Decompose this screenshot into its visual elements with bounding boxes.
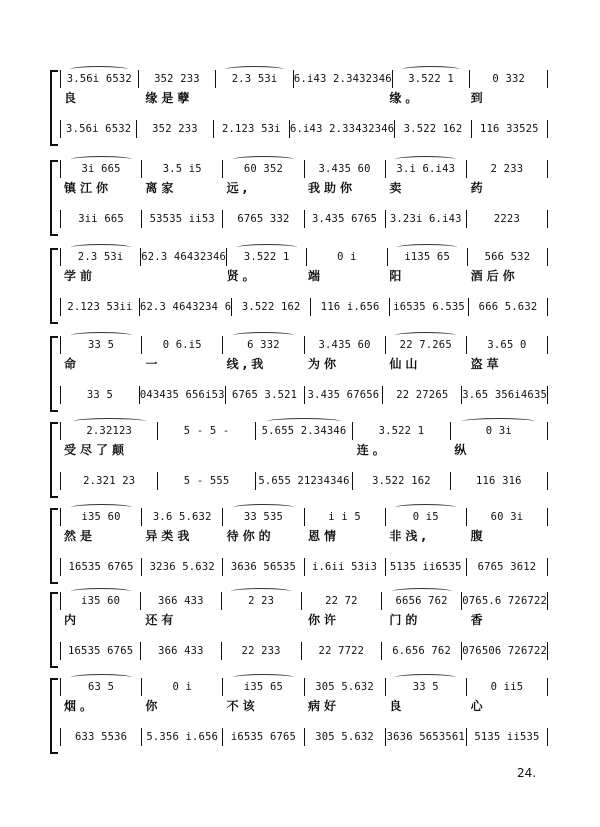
slur-mark: [233, 504, 294, 511]
melody-measure: 3i 665: [60, 160, 142, 178]
melody-measure: 3.435 60: [305, 336, 386, 354]
accompaniment-measure: 3636 56535: [223, 558, 304, 576]
accompaniment-measure: 5135 ii6535: [386, 558, 467, 576]
slur-mark: [395, 674, 456, 681]
accompaniment-measure: 116 i.656: [311, 298, 390, 316]
melody-measure: 0 332: [470, 70, 548, 88]
accompaniment-measure: 3.65 356i4635: [462, 386, 548, 404]
score-system: [58, 334, 548, 416]
accompaniment-measure: 5.655 21234346: [256, 472, 353, 490]
melody-line: [60, 70, 548, 88]
score-system: [58, 676, 548, 758]
lyric-text: 良: [389, 698, 406, 713]
accompaniment-line: [60, 120, 548, 138]
slur-mark: [233, 674, 294, 681]
accompaniment-measure: 6.i43 2.33432346: [290, 120, 395, 138]
slur-mark: [233, 332, 294, 339]
slur-mark: [225, 66, 283, 73]
slur-mark: [395, 332, 456, 339]
melody-measure: 33 5: [60, 336, 142, 354]
lyric-text: 良: [64, 90, 81, 105]
accompaniment-measure: i6535 6765: [223, 728, 304, 746]
melody-measure: 3.i 6.i43: [386, 160, 467, 178]
accompaniment-measure: 633 5536: [60, 728, 142, 746]
accompaniment-measure: 5.356 i.656: [142, 728, 223, 746]
lyrics-line: [60, 180, 548, 194]
lyric-text: 卖: [389, 180, 406, 195]
score-system: [58, 246, 548, 328]
lyric-text: 阳: [389, 268, 406, 283]
accompaniment-line: [60, 210, 548, 228]
melody-measure: 3.522 1: [227, 248, 307, 266]
accompaniment-measure: 3.522 162: [395, 120, 471, 138]
accompaniment-measure: 5135 ii535: [467, 728, 548, 746]
slur-mark: [71, 244, 131, 251]
accompaniment-measure: 6765 332: [223, 210, 304, 228]
lyric-text: 线,我: [226, 356, 268, 371]
accompaniment-measure: 6.656 762: [382, 642, 462, 660]
page-number: 24.: [517, 766, 537, 780]
accompaniment-measure: 3ii 665: [60, 210, 142, 228]
slur-mark: [231, 588, 291, 595]
melody-line: [60, 336, 548, 354]
lyrics-line: [60, 442, 548, 456]
lyric-text: 病好: [307, 698, 340, 713]
lyrics-line: [60, 698, 548, 712]
melody-measure: 3.522 1: [393, 70, 471, 88]
lyric-text: [255, 442, 353, 456]
accompaniment-measure: 33 5: [60, 386, 140, 404]
accompaniment-line: [60, 386, 548, 404]
melody-line: [60, 508, 548, 526]
melody-measure: i35 60: [60, 592, 141, 610]
accompaniment-measure: 3.23i 6.i43: [386, 210, 467, 228]
melody-measure: 5.655 2.34346: [256, 422, 353, 440]
accompaniment-measure: 2.123 53ii: [60, 298, 140, 316]
lyric-text: 香: [470, 612, 487, 627]
lyric-text: 纵: [454, 442, 471, 457]
melody-line: [60, 422, 548, 440]
lyric-text: 不该: [226, 698, 259, 713]
lyric-text: [223, 90, 304, 104]
melody-measure: 3.56i 6532: [60, 70, 139, 88]
melody-measure: 33 535: [223, 508, 304, 526]
system-brace: [50, 592, 58, 668]
melody-measure: 6656 762: [382, 592, 462, 610]
lyric-text: 远,: [226, 180, 252, 195]
slur-mark: [237, 244, 297, 251]
melody-measure: 60 352: [223, 160, 304, 178]
melody-measure: 2.3 53i: [60, 248, 141, 266]
accompaniment-measure: 305 5.632: [305, 728, 386, 746]
lyric-text: 盗草: [470, 356, 503, 371]
melody-measure: 6.i43 2.3432346: [294, 70, 393, 88]
accompaniment-measure: 6765 3612: [467, 558, 548, 576]
accompaniment-measure: 2.321 23: [60, 472, 158, 490]
system-brace: [50, 678, 58, 754]
melody-line: [60, 160, 548, 178]
melody-measure: 22 7.265: [386, 336, 467, 354]
melody-measure: 566 532: [468, 248, 548, 266]
lyric-text: [223, 612, 304, 626]
system-brace: [50, 336, 58, 412]
accompaniment-line: [60, 728, 548, 746]
lyric-text: 学前: [64, 268, 97, 283]
melody-line: [60, 592, 548, 610]
lyric-text: 内: [64, 612, 81, 627]
melody-measure: 22 72: [302, 592, 382, 610]
melody-measure: 3.435 60: [305, 160, 386, 178]
lyric-text: 缘。: [389, 90, 422, 105]
slur-mark: [70, 66, 128, 73]
accompaniment-measure: 3.435 6765: [305, 210, 386, 228]
slur-mark: [267, 418, 340, 425]
accompaniment-measure: 116 316: [451, 472, 548, 490]
lyric-text: [158, 442, 256, 456]
lyric-text: 连。: [356, 442, 389, 457]
slur-mark: [395, 504, 456, 511]
melody-measure: 3.65 0: [467, 336, 548, 354]
accompaniment-measure: 352 233: [137, 120, 213, 138]
lyric-text: 门的: [389, 612, 422, 627]
score-system: [58, 420, 548, 502]
accompaniment-measure: 16535 6765: [60, 642, 141, 660]
melody-measure: 63 5: [60, 678, 142, 696]
accompaniment-line: [60, 558, 548, 576]
melody-measure: 60 3i: [467, 508, 548, 526]
melody-measure: 352 233: [139, 70, 217, 88]
accompaniment-measure: 3636 5653561: [386, 728, 467, 746]
accompaniment-measure: 666 5.632: [469, 298, 548, 316]
melody-measure: 0 3i: [451, 422, 548, 440]
accompaniment-measure: 53535 ii53: [142, 210, 223, 228]
melody-measure: 0765.6 726722: [462, 592, 548, 610]
lyric-text: 仙山: [389, 356, 422, 371]
melody-measure: 6 332: [223, 336, 304, 354]
slur-mark: [71, 504, 132, 511]
accompaniment-measure: 22 233: [222, 642, 302, 660]
lyric-text: 端: [307, 268, 324, 283]
accompaniment-measure: i.6ii 53i3: [305, 558, 386, 576]
accompaniment-line: [60, 642, 548, 660]
melody-line: [60, 678, 548, 696]
melody-measure: 33 5: [386, 678, 467, 696]
slur-mark: [392, 588, 452, 595]
lyric-text: 恩情: [307, 528, 340, 543]
accompaniment-measure: 3.56i 6532: [60, 120, 137, 138]
accompaniment-measure: 3236 5.632: [142, 558, 223, 576]
lyric-text: 然是: [64, 528, 97, 543]
melody-measure: 3.6 5.632: [142, 508, 223, 526]
slur-mark: [71, 588, 131, 595]
lyrics-line: [60, 528, 548, 542]
melody-measure: 5 - 5 -: [158, 422, 255, 440]
slur-mark: [395, 156, 456, 163]
slur-mark: [233, 156, 294, 163]
score-system: [58, 68, 548, 150]
lyrics-line: [60, 356, 548, 370]
melody-measure: 2.3 53i: [216, 70, 294, 88]
accompaniment-measure: 2223: [467, 210, 548, 228]
melody-measure: 0 ii5: [467, 678, 548, 696]
lyrics-line: [60, 612, 548, 626]
slur-mark: [71, 674, 132, 681]
accompaniment-measure: 043435 656i53: [140, 386, 226, 404]
lyric-text: 异类我: [145, 528, 194, 543]
lyric-text: [304, 90, 385, 104]
melody-measure: 3.522 1: [353, 422, 450, 440]
lyric-text: 心: [470, 698, 487, 713]
lyric-text: [141, 268, 222, 282]
melody-measure: i35 60: [60, 508, 142, 526]
lyric-text: 缘是孽: [145, 90, 194, 105]
system-brace: [50, 160, 58, 236]
accompaniment-measure: 3.522 162: [232, 298, 311, 316]
lyric-text: 命: [64, 356, 81, 371]
melody-measure: 305 5.632: [305, 678, 386, 696]
melody-measure: 62.3 46432346: [141, 248, 227, 266]
melody-line: [60, 248, 548, 266]
melody-measure: 0 i: [142, 678, 223, 696]
lyric-text: 到: [470, 90, 487, 105]
system-brace: [50, 70, 58, 146]
slur-mark: [71, 156, 132, 163]
accompaniment-measure: 116 33525: [472, 120, 548, 138]
lyric-text: 腹: [470, 528, 487, 543]
lyric-text: 非浅,: [389, 528, 430, 543]
accompaniment-measure: i6535 6.535: [390, 298, 469, 316]
lyric-text: 贤。: [226, 268, 259, 283]
melody-measure: 2.32123: [60, 422, 158, 440]
lyric-text: 酒后你: [470, 268, 519, 283]
score-system: [58, 590, 548, 672]
accompaniment-measure: 6765 3.521: [226, 386, 305, 404]
system-brace: [50, 422, 58, 498]
melody-measure: i i 5: [305, 508, 386, 526]
lyric-text: 待你的: [226, 528, 275, 543]
lyric-text: 烟。: [64, 698, 97, 713]
lyric-text: 还有: [145, 612, 178, 627]
accompaniment-measure: 16535 6765: [60, 558, 142, 576]
slur-mark: [71, 332, 132, 339]
accompaniment-measure: 076506 726722: [462, 642, 548, 660]
system-brace: [50, 508, 58, 584]
melody-measure: 366 433: [141, 592, 221, 610]
system-brace: [50, 248, 58, 324]
lyrics-line: [60, 90, 548, 104]
accompaniment-measure: 366 433: [141, 642, 221, 660]
lyric-text: 你: [145, 698, 162, 713]
melody-measure: 2 233: [467, 160, 548, 178]
lyric-text: 我助你: [307, 180, 356, 195]
slur-mark: [397, 244, 457, 251]
melody-measure: 0 i5: [386, 508, 467, 526]
lyric-text: 为你: [307, 356, 340, 371]
lyric-text: 药: [470, 180, 487, 195]
accompaniment-line: [60, 298, 548, 316]
melody-measure: i35 65: [223, 678, 304, 696]
melody-measure: 0 i: [307, 248, 387, 266]
lyric-text: 离家: [145, 180, 178, 195]
lyric-text: 镇江你: [64, 180, 113, 195]
accompaniment-measure: 22 7722: [302, 642, 382, 660]
accompaniment-measure: 62.3 4643234 6: [140, 298, 232, 316]
score-system: [58, 506, 548, 588]
accompaniment-measure: 3.435 67656: [305, 386, 384, 404]
melody-measure: 0 6.i5: [142, 336, 223, 354]
accompaniment-measure: 22 27265: [383, 386, 462, 404]
score-system: [58, 158, 548, 240]
slur-mark: [462, 418, 535, 425]
melody-measure: 2 23: [222, 592, 302, 610]
accompaniment-measure: 5 - 555: [158, 472, 255, 490]
lyric-text: 你许: [307, 612, 340, 627]
lyric-text: 一: [145, 356, 162, 371]
melody-measure: i135 65: [388, 248, 468, 266]
melody-measure: 3.5 i5: [142, 160, 223, 178]
accompaniment-measure: 3.522 162: [353, 472, 450, 490]
slur-mark: [73, 418, 146, 425]
slur-mark: [402, 66, 460, 73]
accompaniment-line: [60, 472, 548, 490]
lyrics-line: [60, 268, 548, 282]
accompaniment-measure: 2.123 53i: [214, 120, 290, 138]
lyric-text: 受尽了颠: [64, 442, 129, 457]
